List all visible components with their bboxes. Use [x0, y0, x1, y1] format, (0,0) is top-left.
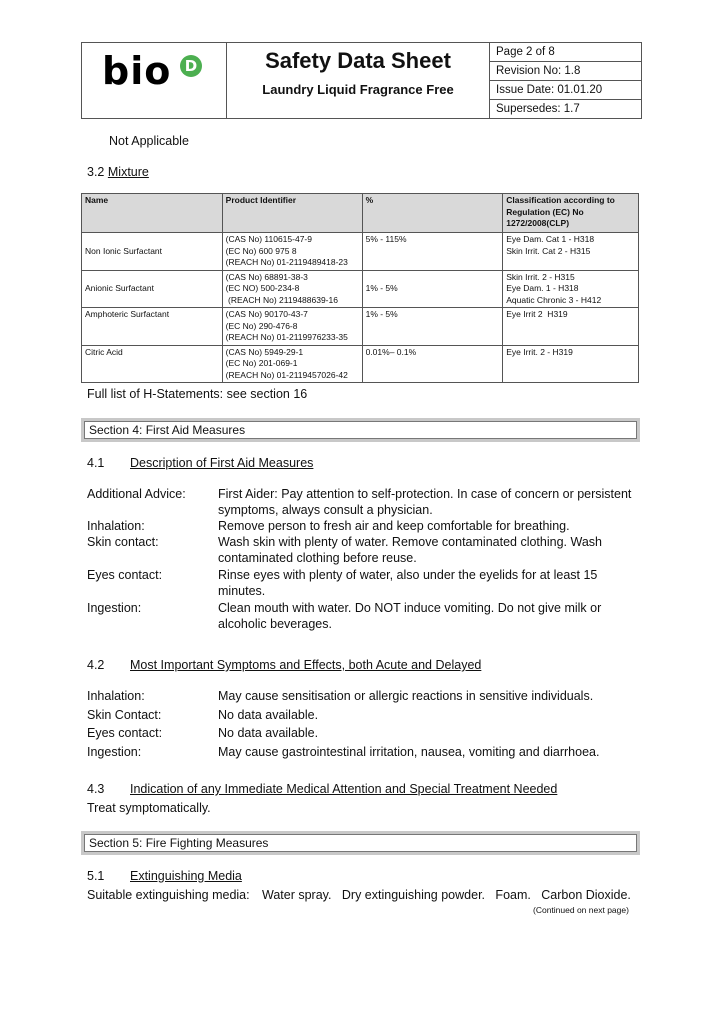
- ingestion-text: Clean mouth with water. Do NOT induce vomiting. Do not give milk or alcoholic beverages.: [218, 601, 602, 631]
- classification-line: Skin Irrit. Cat 2 - H315: [506, 245, 591, 256]
- additional-advice-text: First Aider: Pay attention to self-protection. In case of concern or persistent symptoms, always consult a physician.: [218, 487, 632, 517]
- subsection-number: 4.3: [87, 782, 105, 796]
- cell-percent: 1% - 5%: [362, 270, 503, 308]
- mixture-heading: [87, 165, 149, 179]
- cas-no: (CAS No) 68891-38-3: [225, 271, 308, 282]
- ingestion-label: Ingestion:: [87, 601, 142, 615]
- continued-note: (Continued on next page): [533, 905, 629, 915]
- issue-date: Issue Date: 01.01.20: [490, 81, 641, 100]
- classification-line: Eye Irrit 2 H319: [506, 309, 568, 319]
- subsection-5-1-heading: [87, 868, 242, 884]
- cell-identifier: [222, 345, 362, 383]
- document-title: Safety Data Sheet: [265, 48, 451, 73]
- header-identifier: Product Identifier: [222, 194, 362, 233]
- reach-no: (REACH No) 01-2119976233-35: [225, 332, 348, 342]
- cell-name: Citric Acid: [82, 345, 223, 383]
- subsection-4-1-heading: [87, 455, 314, 471]
- table-row: [82, 345, 639, 383]
- classification-line: Eye Dam. Cat 1 - H318: [506, 234, 595, 244]
- additional-advice-label: Additional Advice:: [87, 487, 186, 501]
- cell-classification: Eye Irrit. 2 - H319: [503, 345, 639, 383]
- table-row: [82, 270, 639, 308]
- symptoms-skin-label: Skin Contact:: [87, 708, 162, 722]
- ec-no: (EC No) 290-476-8: [225, 320, 298, 331]
- cell-classification: [503, 270, 639, 308]
- symptoms-skin-text: No data available.: [218, 708, 319, 722]
- cell-identifier: [222, 308, 362, 346]
- mixture-number: 3.2: [87, 165, 105, 179]
- supersedes: Supersedes: 1.7: [496, 103, 580, 115]
- subsection-4-2-heading: [87, 657, 482, 673]
- subsection-number: 4.1: [87, 456, 105, 470]
- reach-no: (REACH No) 01-2119457026-42: [225, 369, 348, 380]
- page-number: Page 2 of 8: [490, 43, 641, 62]
- table-row: [82, 233, 639, 271]
- cell-identifier: [222, 270, 362, 308]
- table-header-row: [82, 194, 639, 233]
- reach-no: (REACH No) 01-2119489418-23: [225, 257, 348, 267]
- symptoms-ingestion-text: May cause gastrointestinal irritation, nausea, vomiting and diarrhoea.: [218, 745, 600, 759]
- header-classification: Classification according to Regulation (EC) No 1272/2008(CLP): [503, 194, 639, 233]
- section-4-title: Section 4: First Aid Measures: [84, 421, 637, 439]
- ec-no: (EC No) 600 975 8: [225, 245, 297, 256]
- cell-name: Non Ionic Surfactant: [82, 233, 223, 271]
- subsection-title: Indication of any Immediate Medical Attention and Special Treatment Needed: [130, 782, 558, 796]
- ec-no: (EC NO) 500-234-8: [225, 283, 300, 293]
- cell-identifier: [222, 233, 362, 271]
- reach-no: (REACH No) 2119488639-16: [225, 294, 338, 305]
- ec-no: (EC No) 201-069-1: [225, 358, 298, 368]
- section-5-title: Section 5: Fire Fighting Measures: [84, 834, 637, 852]
- classification-line: Aquatic Chronic 3 - H412: [506, 294, 602, 305]
- document-info: [490, 43, 641, 118]
- cell-percent: 0.01%– 0.1%: [362, 345, 503, 383]
- h-statements-note: Full list of H-Statements: see section 16: [87, 387, 308, 401]
- subsection-title: Description of First Aid Measures: [130, 456, 314, 470]
- inhalation-label: Inhalation:: [87, 519, 145, 533]
- symptoms-inhalation-text: May cause sensitisation or allergic reactions in sensitive individuals.: [218, 689, 594, 703]
- subsection-title: Most Important Symptoms and Effects, both Acute and Delayed: [130, 658, 482, 672]
- mixture-title: Mixture: [107, 165, 149, 179]
- title-block: [227, 43, 490, 118]
- suitable-media-label: Suitable extinguishing media:: [87, 888, 250, 902]
- cell-percent: 5% - 115%: [362, 233, 503, 271]
- cell-percent: 1% - 5%: [362, 308, 503, 346]
- symptoms-inhalation-label: Inhalation:: [87, 689, 145, 703]
- subsection-number: 5.1: [87, 869, 105, 883]
- product-name: Laundry Liquid Fragrance Free: [262, 82, 454, 97]
- logo: [82, 43, 227, 118]
- symptoms-ingestion-label: Ingestion:: [87, 745, 142, 759]
- symptoms-eyes-label: Eyes contact:: [87, 726, 163, 740]
- suitable-media-text: Water spray. Dry extinguishing powder. Foam. Carbon Dioxide.: [262, 888, 631, 902]
- mixture-table: [81, 193, 639, 383]
- cas-no: (CAS No) 90170-43-7: [225, 309, 308, 319]
- symptoms-eyes-text: No data available.: [218, 726, 319, 740]
- subsection-4-3-heading: [87, 781, 558, 797]
- cas-no: (CAS No) 110615-47-9: [225, 234, 312, 244]
- eyes-contact-label: Eyes contact:: [87, 568, 163, 582]
- cell-name: Amphoteric Surfactant: [82, 308, 223, 346]
- header-name: Name: [82, 194, 223, 233]
- table-row: [82, 308, 639, 346]
- cas-no: (CAS No) 5949-29-1: [225, 346, 304, 357]
- document-header: [81, 42, 642, 119]
- section-4-bar: [81, 418, 640, 442]
- skin-contact-text: Wash skin with plenty of water. Remove contaminated clothing. Wash contaminated clothing before reuse.: [218, 535, 602, 565]
- cell-name: Anionic Surfactant: [82, 270, 223, 308]
- cell-classification: [503, 308, 639, 346]
- subsection-number: 4.2: [87, 658, 105, 672]
- header-percent: %: [362, 194, 503, 233]
- treat-symptomatically-text: Treat symptomatically.: [87, 801, 211, 815]
- inhalation-text: Remove person to fresh air and keep comfortable for breathing.: [218, 519, 570, 533]
- revision-number: Revision No: 1.8: [490, 62, 641, 81]
- skin-contact-label: Skin contact:: [87, 535, 159, 549]
- eyes-contact-text: Rinse eyes with plenty of water, also under the eyelids for at least 15 minutes.: [218, 568, 598, 598]
- section-5-bar: [81, 831, 640, 855]
- subsection-title: Extinguishing Media: [130, 869, 242, 883]
- classification-line: Skin Irrit. 2 - H315: [506, 271, 575, 282]
- logo-d-icon: D: [180, 55, 202, 77]
- cell-classification: [503, 233, 639, 271]
- logo-text: bio: [102, 49, 172, 93]
- not-applicable-text: Not Applicable: [109, 134, 189, 148]
- classification-line: Eye Dam. 1 - H318: [506, 283, 579, 293]
